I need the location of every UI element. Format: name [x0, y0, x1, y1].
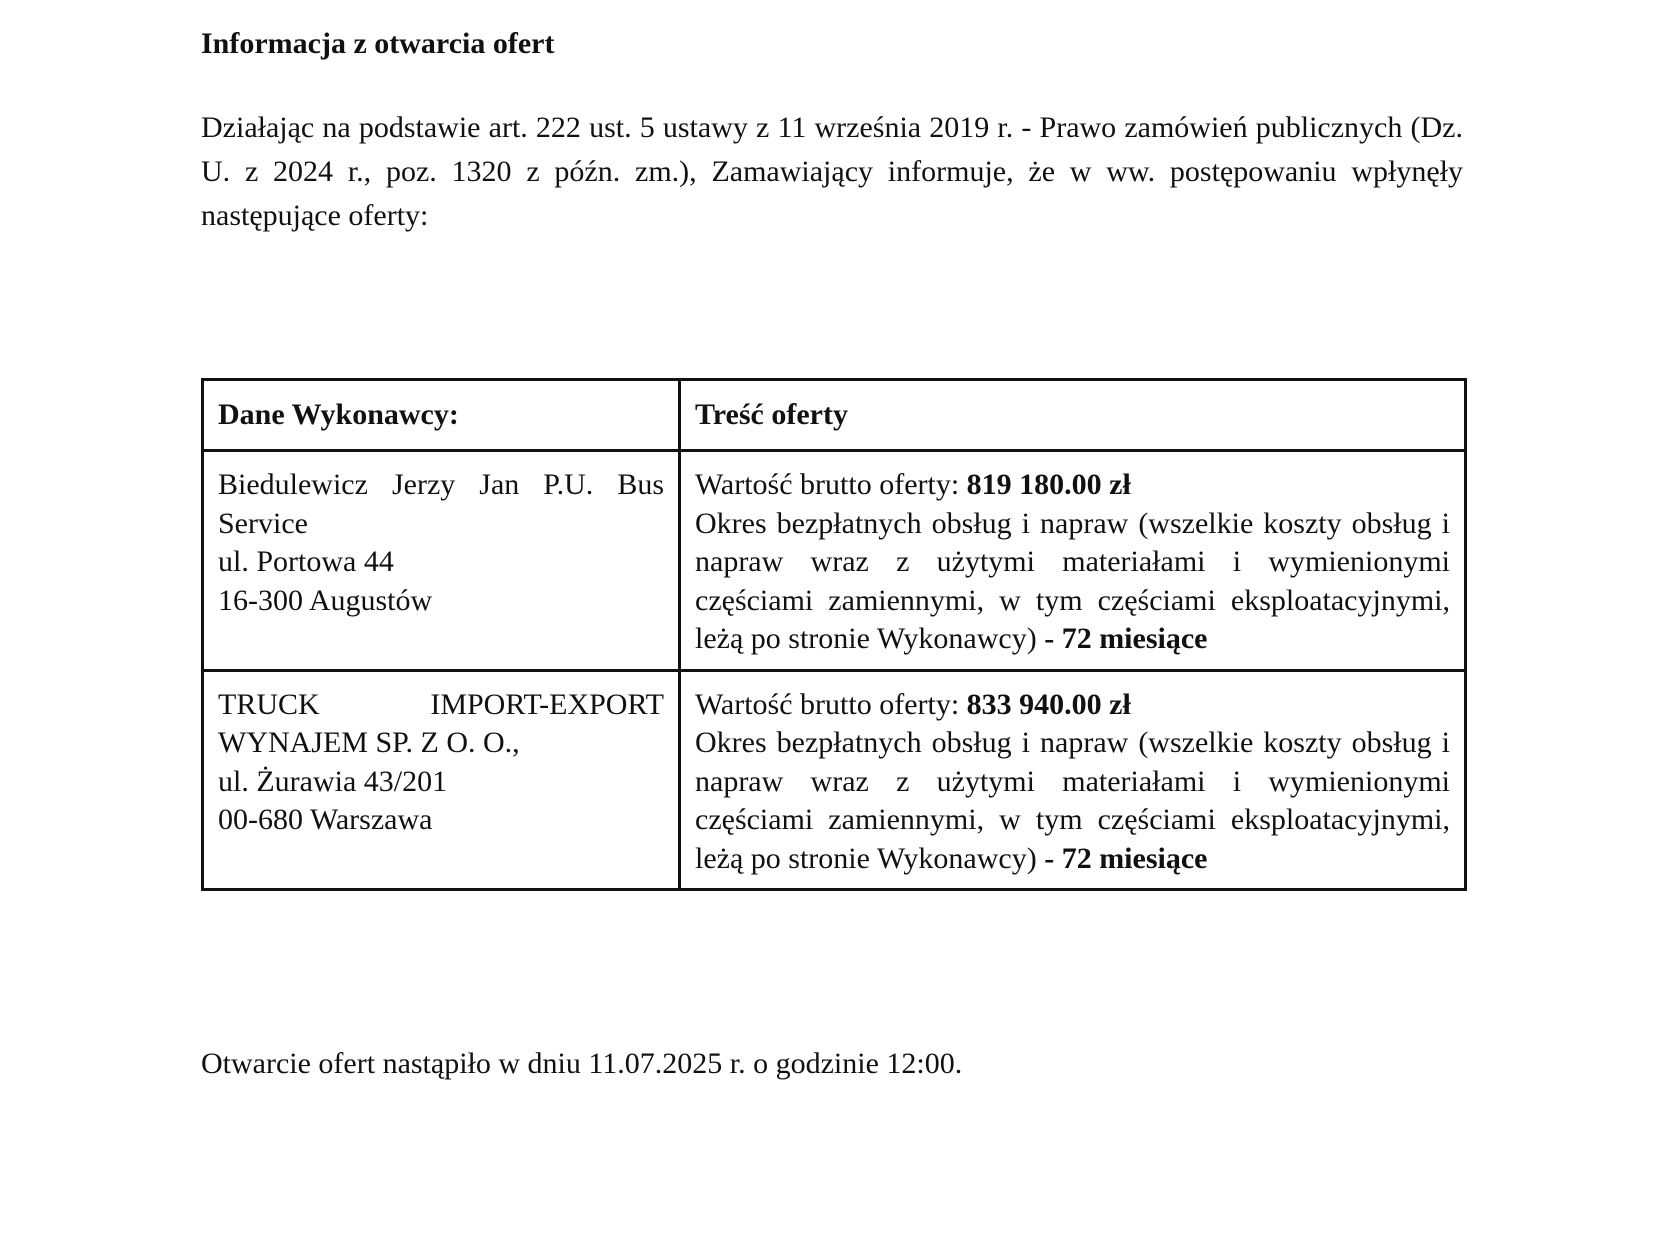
offer-cell — [680, 670, 1466, 890]
opening-date-note: Otwarcie ofert nastąpiło w dniu 11.07.2025 r. o godzinie 12:00. — [201, 1047, 963, 1080]
table-row — [203, 451, 1466, 671]
contractor-cell — [203, 451, 680, 671]
contractor-street: ul. Portowa 44 — [218, 545, 394, 578]
contractor-street: ul. Żurawia 43/201 — [218, 764, 448, 798]
offer-value: 833 940.00 zł — [966, 687, 1131, 721]
intro-paragraph: Działając na podstawie art. 222 ust. 5 ustawy z 11 września 2019 r. - Prawo zamówień publicznych (Dz. U. z 2024 r., poz. 1320 z późn. zm.), Zamawiający informuje, że w ww. postępowaniu wpłynęły następujące oferty: — [201, 111, 1463, 232]
offer-value: 819 180.00 zł — [966, 468, 1131, 501]
offer-period-value: - 72 miesiące — [1036, 622, 1208, 655]
offer-value-line — [695, 466, 1450, 505]
offers-table — [201, 378, 1467, 891]
offer-period-line — [695, 724, 1450, 878]
offer-value-line — [695, 686, 1450, 725]
offer-value-label: Wartość brutto oferty: — [695, 687, 967, 721]
table-header-row — [203, 380, 1466, 451]
contractor-city: 00-680 Warszawa — [218, 803, 433, 836]
offer-period-text: Okres bezpłatnych obsług i napraw (wszelkie koszty obsług i napraw wraz z użytymi materiałami i wymienionymi częściami zamiennymi, w tym częściami eksploatacyjnymi, leżą po stronie Wykonawcy) — [695, 506, 1450, 655]
contractor-name: Biedulewicz Jerzy Jan P.U. Bus Service — [218, 468, 664, 540]
offer-period-value: - 72 miesiące — [1036, 841, 1208, 875]
offer-period-line — [695, 505, 1450, 659]
contractor-city: 16-300 Augustów — [218, 583, 433, 617]
offer-cell — [680, 451, 1466, 671]
table-row — [203, 670, 1466, 890]
document-title: Informacja z otwarcia ofert — [201, 27, 555, 60]
header-offer: Treść oferty — [680, 380, 1466, 451]
offer-value-label: Wartość brutto oferty: — [695, 468, 967, 501]
document-page — [201, 22, 1463, 1080]
offer-period-text: Okres bezpłatnych obsług i napraw (wszelkie koszty obsług i napraw wraz z użytymi materiałami i wymienionymi częściami zamiennymi, w tym częściami eksploatacyjnymi, leżą po stronie Wykonawcy) — [695, 726, 1450, 875]
contractor-name: TRUCK IMPORT-EXPORT WYNAJEM SP. Z O. O., — [218, 687, 664, 759]
contractor-cell — [203, 670, 680, 890]
header-contractor: Dane Wykonawcy: — [203, 380, 680, 451]
